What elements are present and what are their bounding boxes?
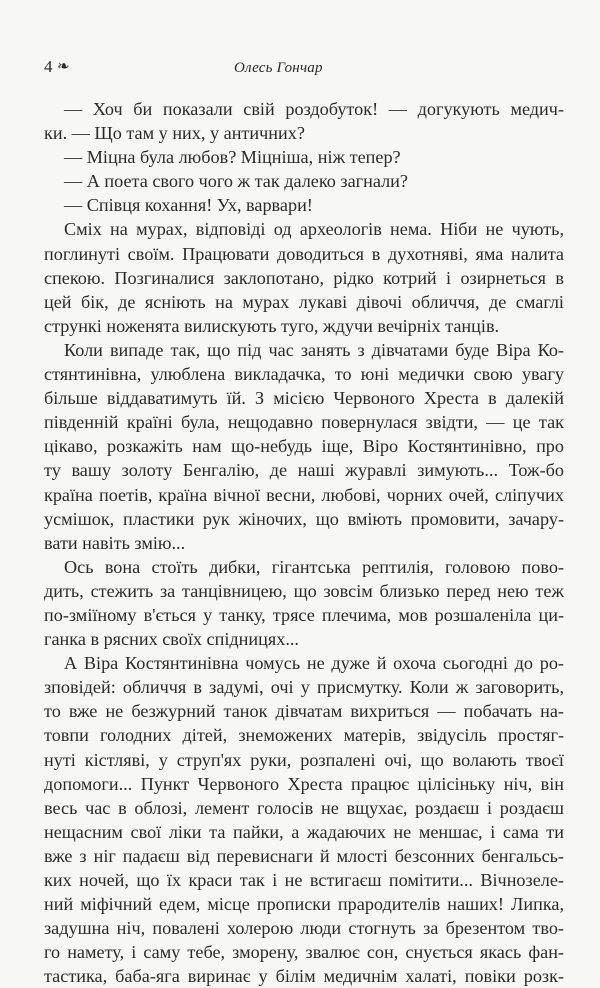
text-line: дить, стежить за танцівницею, що зовсім близько перед нею теж	[44, 580, 564, 601]
text-line: вати навіть змію...	[44, 532, 186, 553]
text-line: південній країні була, нещодавно повернулася звідти, — це так	[44, 412, 564, 433]
text-line: зповідей: обличчя в задумі, очі у присмутку. Коли ж заговорить,	[44, 677, 564, 698]
text-line: А Віра Костянтинівна чомусь не дуже й охоча сьогодні до ро-	[64, 653, 564, 674]
text-line: країна поетів, країна вічної весни, любові, чорних очей, сліпучих	[44, 484, 564, 505]
text-line: задушна ніч, повалені холерою люди стогнуть за брезентом тво-	[44, 918, 564, 939]
text-line: Сміх на мурах, відповіді од археологів нема. Ніби не чують,	[64, 219, 564, 240]
text-line: стрункі ноженята вилискують туго, ждучи вечірніх танців.	[44, 315, 500, 336]
text-line: більше віддаватимуть їй. З місією Червоного Хреста в далекій	[44, 388, 564, 409]
text-line: — Міцна була любов? Міцніша, ніж тепер?	[64, 147, 401, 168]
text-line: нещасним свої ліки та пайки, а жадаючих не меншає, і сама ти	[44, 821, 564, 842]
text-line: ний міфічний едем, місце прописки прародителів наших! Липка,	[44, 894, 564, 915]
text-line: спекою. Позгиналися заклопотано, рідко котрий і озирнеться в	[44, 267, 564, 288]
text-line: весь час в облозі, лемент голосів не вщухає, роздаєш і роздаєш	[44, 797, 564, 818]
text-line: цей бік, де ясніють на мурах лукаві дівочі обличчя, де смаглі	[44, 291, 564, 312]
text-line: то вже не безжурний танок дівчатам вихриться — побачать на-	[44, 701, 564, 722]
text-line: стянтинівна, улюблена викладачка, то юні медички свою увагу	[44, 364, 564, 385]
text-line: — Співця кохання! Ух, варвари!	[64, 195, 313, 216]
text-line: ки. — Що там у них, у античних?	[44, 123, 305, 144]
running-title: Олесь Гончар	[234, 60, 323, 76]
text-line: — Хоч би показали свій роздобуток! — догукують медич-	[64, 99, 564, 119]
text-line: Коли випаде так, що під час занять з дівчатами буде Віра Ко-	[64, 339, 564, 360]
text-line: вже з ніг падаєш від перевиснаги й млості безсонних бенгальсь-	[44, 845, 564, 866]
text-line: допомоги... Пункт Червоного Хреста працює цілісіньку ніч, він	[44, 773, 564, 794]
page-number: 4	[44, 57, 53, 76]
text-line: го намету, і саму тебе, зморену, звалює сон, снується якась фан-	[44, 942, 564, 963]
page-header	[44, 57, 564, 79]
text-line: ту вашу золоту Бенгалію, де наші журавлі зимують... Тож-бо	[44, 460, 564, 481]
text-line: товпи голодних дітей, знеможених матерів, звідусіль простяг-	[44, 725, 564, 746]
text-line: тастика, баба-яга виринає у білім медичнім халаті, повіки розк-	[44, 966, 564, 987]
text-line: цікаво, розкажіть нам що-небудь іще, Віро Костянтинівно, про	[44, 436, 564, 457]
text-line: усмішок, пластики рук жіночих, що вміють промовити, зачару-	[44, 508, 564, 529]
text-line: по-зміїному в'ється у танку, трясе плечима, мов розшаленіла ци-	[44, 604, 564, 625]
ornament-icon: ❧	[57, 57, 70, 75]
text-line: поглинуті своїм. Працювати доводиться в духотняві, яма налита	[44, 243, 564, 264]
text-line: Ось вона стоїть дибки, гігантська рептилія, головою пово-	[64, 556, 564, 577]
text-line: ких ночей, що їх краси так і не встигаєш помітити... Вічнозеле-	[44, 870, 564, 890]
text-line: ганка в рясних своїх спідницях...	[44, 629, 299, 650]
body-text	[44, 97, 564, 988]
text-line: — А поета свого чого ж так далеко загнали?	[64, 171, 408, 192]
text-line: нуті кістляві, у струп'ях руки, розпалені очі, що волають твоєї	[44, 749, 564, 770]
